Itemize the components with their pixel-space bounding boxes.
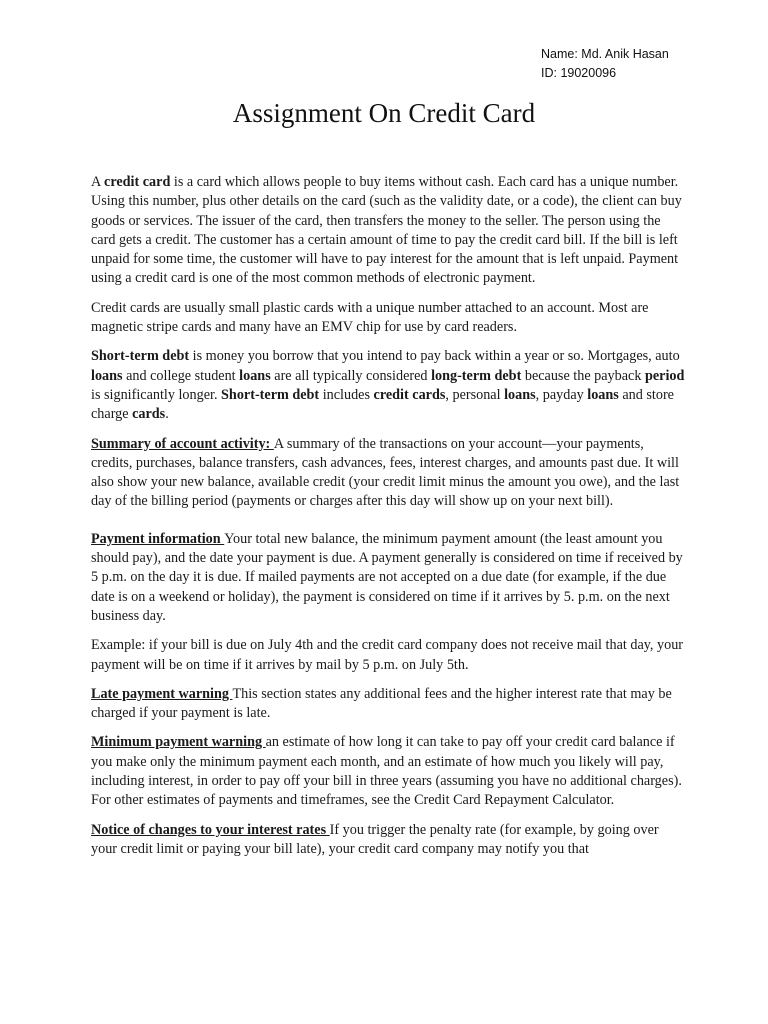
document-title: Assignment On Credit Card [232, 98, 536, 128]
text-run: because the payback [521, 367, 645, 384]
paragraph-definition [91, 173, 687, 289]
author-id: ID: 19020096 [541, 66, 617, 80]
paragraph-short-term-debt [91, 347, 687, 424]
bold-term: cards [132, 406, 166, 423]
bold-term: long-term debt [431, 367, 522, 384]
text-run: . [165, 406, 169, 423]
bold-term: period [644, 367, 685, 384]
paragraph-interest-rates [91, 821, 687, 860]
document-body [91, 173, 687, 869]
paragraph-minimum-payment [91, 733, 687, 810]
text-run: is money you borrow that you intend to pay back within a year or so. Mortgages, auto [189, 348, 680, 365]
bold-term: loans [587, 386, 619, 403]
bold-term: loans [91, 367, 123, 384]
text-run: , payday [535, 386, 588, 403]
bold-term: Short-term debt [91, 348, 190, 365]
text-run: If you trigger the penalty rate (for example, by going over your credit limit or paying your bill late), your credit card company may notify you that [91, 821, 659, 857]
paragraph-account-summary [91, 435, 687, 512]
bold-term: loans [239, 367, 271, 384]
bold-term: Short-term debt [221, 386, 320, 403]
text-run: is a card which allows people to buy items without cash. Each card has a unique number. Using this number, plus other details on the card (such as the validity date, or a code), the client can buy goods or services. The issuer of the card, then transfers the money to the seller. The person using the card gets a credit. The customer has a certain amount of time to pay the credit card bill. If the bill is left unpaid for some time, the customer will have to pay interest for the amount that is left unpaid. Payment using a credit card is one of the most common methods of electronic payment. [91, 174, 682, 287]
text-run: A [91, 174, 105, 190]
paragraph-card-types: Credit cards are usually small plastic cards with a unique number attached to an account. Most are magnetic stripe cards and many have an EMV chip for use by card readers. [91, 299, 649, 336]
bold-term: loans [504, 386, 536, 403]
author-info [541, 45, 669, 83]
section-heading: Late payment warning [91, 685, 233, 702]
text-run: and college student [122, 367, 240, 384]
author-name: Name: Md. Anik Hasan [541, 47, 669, 61]
text-run: an estimate of how long it can take to pay off your credit card balance if you make only the minimum payment each month, and an estimate of how much you likely will pay, including interest, in order to pay off your bill in three years (assuming you have no additional charges). For other estimates of payments and timeframes, see the Credit Card Repayment Calculator. [91, 734, 682, 809]
section-heading: Notice of changes to your interest rates [91, 821, 330, 838]
bold-term: credit card [104, 174, 171, 190]
paragraph-payment-information [91, 530, 687, 626]
text-run: , personal [445, 386, 505, 403]
text-run: includes [319, 386, 374, 403]
bold-term: credit cards [373, 386, 446, 403]
section-heading: Minimum payment warning [91, 734, 266, 751]
text-run: is significantly longer. [91, 386, 222, 403]
text-run: are all typically considered [270, 367, 432, 384]
paragraph-example: Example: if your bill is due on July 4th and the credit card company does not receive mail that day, your payment will be on time if it arrives by mail by 5 p.m. on July 5th. [91, 637, 684, 673]
paragraph-late-payment [91, 685, 687, 724]
section-heading: Payment information [91, 530, 225, 547]
section-heading: Summary of account activity: [91, 435, 274, 452]
text-run: and store charge [91, 386, 674, 423]
text-run: Your total new balance, the minimum payment amount (the least amount you should pay), and the date your payment is due. A payment generally is considered on time if received by 5 p.m. on the day it is due. If mailed payments are not accepted on a due date (for example, if the due date is on a weekend or holiday), the payment is considered on time if it arrives by 5. p.m. on the next business day. [91, 530, 683, 624]
text-run: A summary of the transactions on your account—your payments, credits, purchases, balance transfers, cash advances, fees, interest charges, and amounts past due. It will also show your new balance, available credit (your credit limit minus the amount you owe), and the last day of the billing period (payments or charges after this day will show up on your next bill). [91, 435, 680, 510]
text-run: This section states any additional fees and the higher interest rate that may be charged if your payment is late. [91, 685, 672, 722]
